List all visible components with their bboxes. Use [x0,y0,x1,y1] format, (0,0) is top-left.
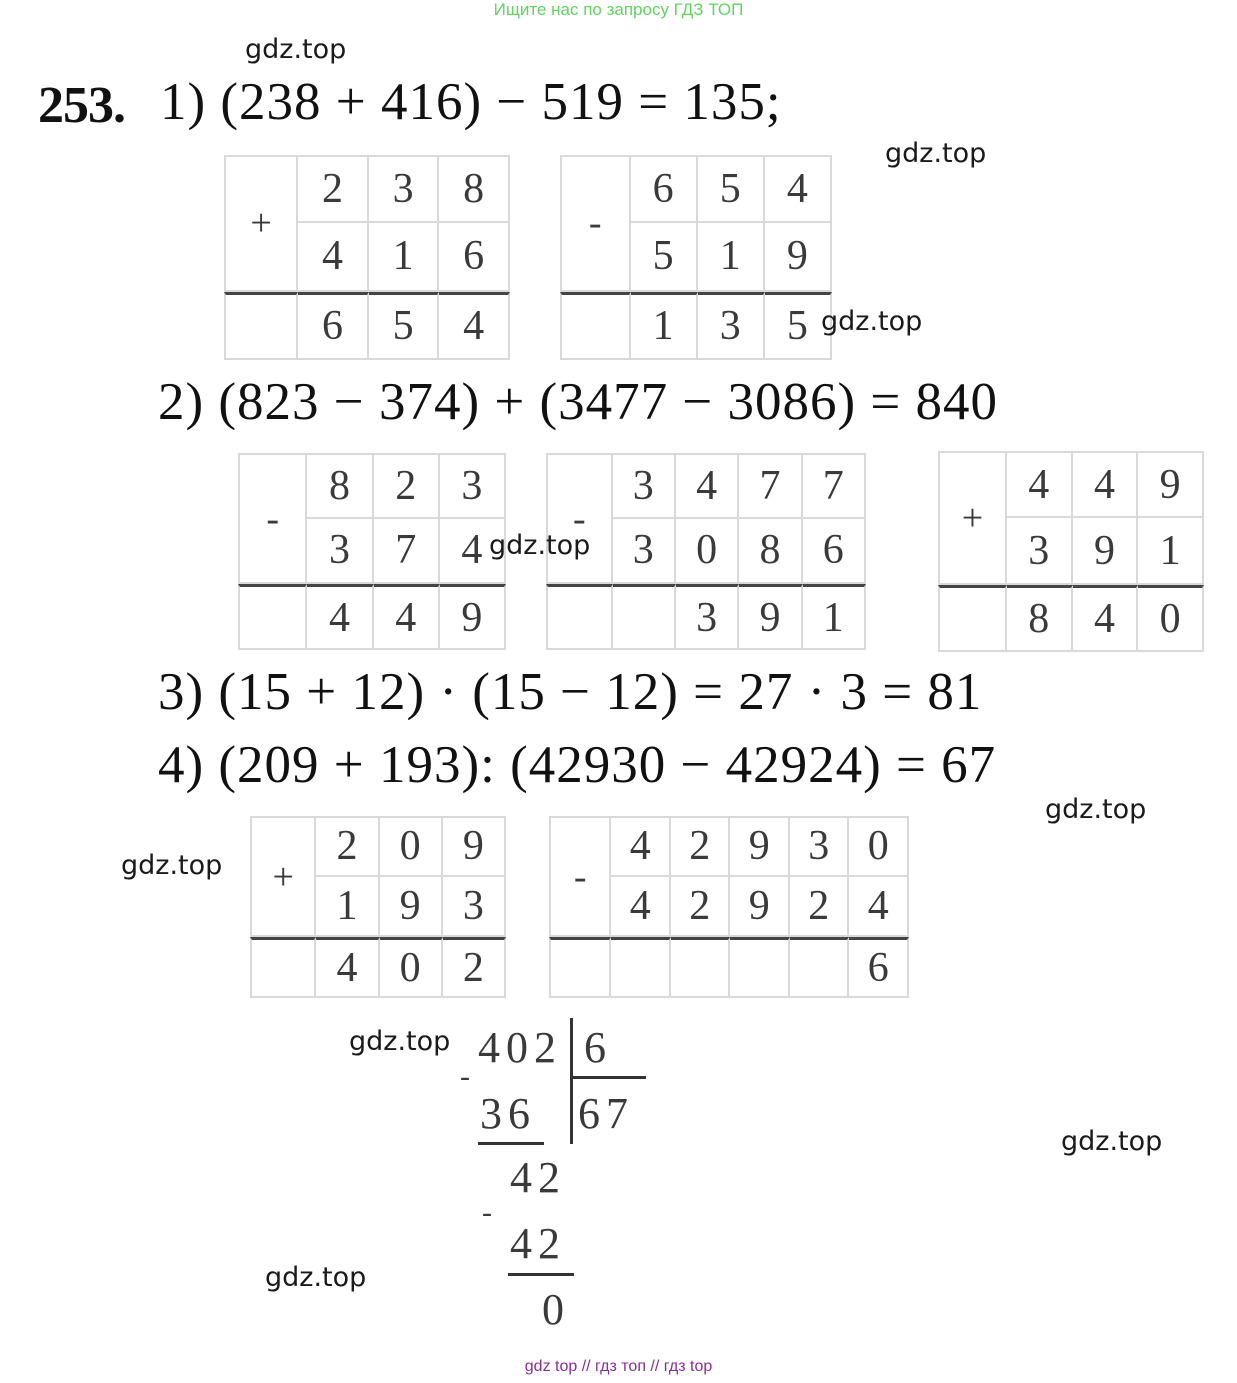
operand-digit: 2 [790,877,850,938]
operand-digit: 5 [631,223,698,291]
result-digit: 9 [440,584,506,650]
division-vertical-line [570,1018,573,1144]
minus-sign-1: - [460,1060,476,1093]
result-digit: 5 [765,292,832,360]
result-digit [790,937,850,998]
result-digit: 9 [739,584,802,650]
watermark: gdz.top [1061,1126,1163,1157]
empty-cell [224,292,298,360]
empty-cell [938,585,1007,652]
watermark: gdz.top [1045,794,1147,825]
subtrahend-1: 36 [480,1089,536,1138]
result-digit: 3 [698,292,765,360]
watermark: gdz.top [885,138,987,169]
watermark: gdz.top [489,530,591,561]
operand-digit: 3 [307,519,373,585]
watermark: gdz.top [349,1026,451,1057]
operand-digit: 9 [380,877,443,938]
remainder-2: 0 [542,1285,570,1334]
result-digit [730,937,790,998]
operator-sign: + [250,816,316,937]
operand-digit: 8 [739,519,802,585]
minus-sign-2: - [482,1196,498,1229]
operand-digit: 1 [369,223,440,291]
operand-digit: 4 [676,453,739,519]
empty-cell [560,292,631,360]
operand-digit: 7 [374,519,440,585]
result-digit: 0 [380,937,443,998]
operand-digit: 2 [374,453,440,519]
operand-digit: 4 [849,877,909,938]
operand-digit: 0 [849,816,909,877]
underline-1 [478,1142,544,1145]
result-digit: 3 [676,584,739,650]
result-digit [613,584,676,650]
operand-digit: 4 [765,155,832,223]
footer-links[interactable]: gdz top // гдз топ // гдз top [524,1358,713,1375]
column-subtraction-1 [560,155,832,360]
operand-digit: 5 [698,155,765,223]
equation-3: 3) (15 + 12) · (15 − 12) = 27 · 3 = 81 [158,663,983,721]
operand-digit: 3 [369,155,440,223]
operand-digit: 2 [298,155,369,223]
operand-digit: 4 [1007,451,1073,518]
column-subtraction-2b [546,453,866,650]
divisor: 6 [584,1023,612,1072]
column-addition-2 [938,451,1204,652]
watermark: gdz.top [121,850,223,881]
operand-digit: 2 [671,877,731,938]
operand-digit: 1 [316,877,379,938]
result-digit [671,937,731,998]
operand-digit: 8 [439,155,510,223]
operand-digit: 4 [611,816,671,877]
result-digit: 4 [439,292,510,360]
empty-cell [250,937,316,998]
operand-digit: 9 [765,223,832,291]
operand-digit: 6 [803,519,866,585]
equation-4: 4) (209 + 193): (42930 − 42924) = 67 [158,736,997,794]
operand-digit: 4 [440,519,506,585]
operand-digit: 3 [443,877,506,938]
remainder-1: 42 [510,1153,566,1202]
operand-digit: 6 [631,155,698,223]
operand-digit: 3 [613,519,676,585]
operand-digit: 9 [730,877,790,938]
result-digit: 4 [316,937,379,998]
operand-digit: 3 [1007,518,1073,585]
underline-2 [508,1273,574,1276]
operator-sign: - [549,816,611,937]
operand-digit: 2 [671,816,731,877]
result-digit: 4 [307,584,373,650]
division-horizontal-line [570,1076,646,1079]
problem-number: 253. [38,77,125,134]
operand-digit: 4 [298,223,369,291]
operand-digit: 6 [439,223,510,291]
operand-digit: 1 [1138,518,1204,585]
operand-digit: 4 [611,877,671,938]
quotient: 67 [578,1089,634,1138]
result-digit: 6 [849,937,909,998]
result-digit: 6 [298,292,369,360]
operator-sign: + [224,155,298,292]
operand-digit: 4 [1073,451,1139,518]
operand-digit: 8 [307,453,373,519]
watermark: gdz.top [265,1262,367,1293]
equation-1: 1) (238 + 416) − 519 = 135; [160,73,782,131]
empty-cell [546,584,613,650]
operator-sign: + [938,451,1007,585]
operand-digit: 9 [1138,451,1204,518]
column-addition-4 [250,816,506,998]
result-digit: 1 [631,292,698,360]
column-subtraction-4 [549,816,909,998]
result-digit: 5 [369,292,440,360]
operand-digit: 9 [730,816,790,877]
result-digit: 1 [803,584,866,650]
operator-sign: - [546,453,613,584]
operand-digit: 9 [1073,518,1139,585]
operand-digit: 2 [316,816,379,877]
column-addition-1 [224,155,510,360]
result-digit: 4 [374,584,440,650]
operand-digit: 3 [790,816,850,877]
operand-digit: 9 [443,816,506,877]
result-digit: 0 [1138,585,1204,652]
operand-digit: 0 [380,816,443,877]
watermark: gdz.top [821,306,923,337]
operand-digit: 7 [739,453,802,519]
operand-digit: 0 [676,519,739,585]
operator-sign: - [560,155,631,292]
result-digit: 4 [1073,585,1139,652]
watermark: gdz.top [245,34,347,65]
empty-cell [238,584,307,650]
equation-2: 2) (823 − 374) + (3477 − 3086) = 840 [158,373,999,431]
operand-digit: 7 [803,453,866,519]
dividend: 402 [478,1023,562,1072]
operand-digit: 3 [613,453,676,519]
result-digit: 2 [443,937,506,998]
result-digit: 8 [1007,585,1073,652]
column-subtraction-2a [238,453,506,650]
operand-digit: 1 [698,223,765,291]
operator-sign: - [238,453,307,584]
search-banner[interactable]: Ищите нас по запросу ГДЗ ТОП [493,0,744,19]
result-digit [611,937,671,998]
empty-cell [549,937,611,998]
operand-digit: 3 [440,453,506,519]
subtrahend-2: 42 [510,1219,566,1268]
